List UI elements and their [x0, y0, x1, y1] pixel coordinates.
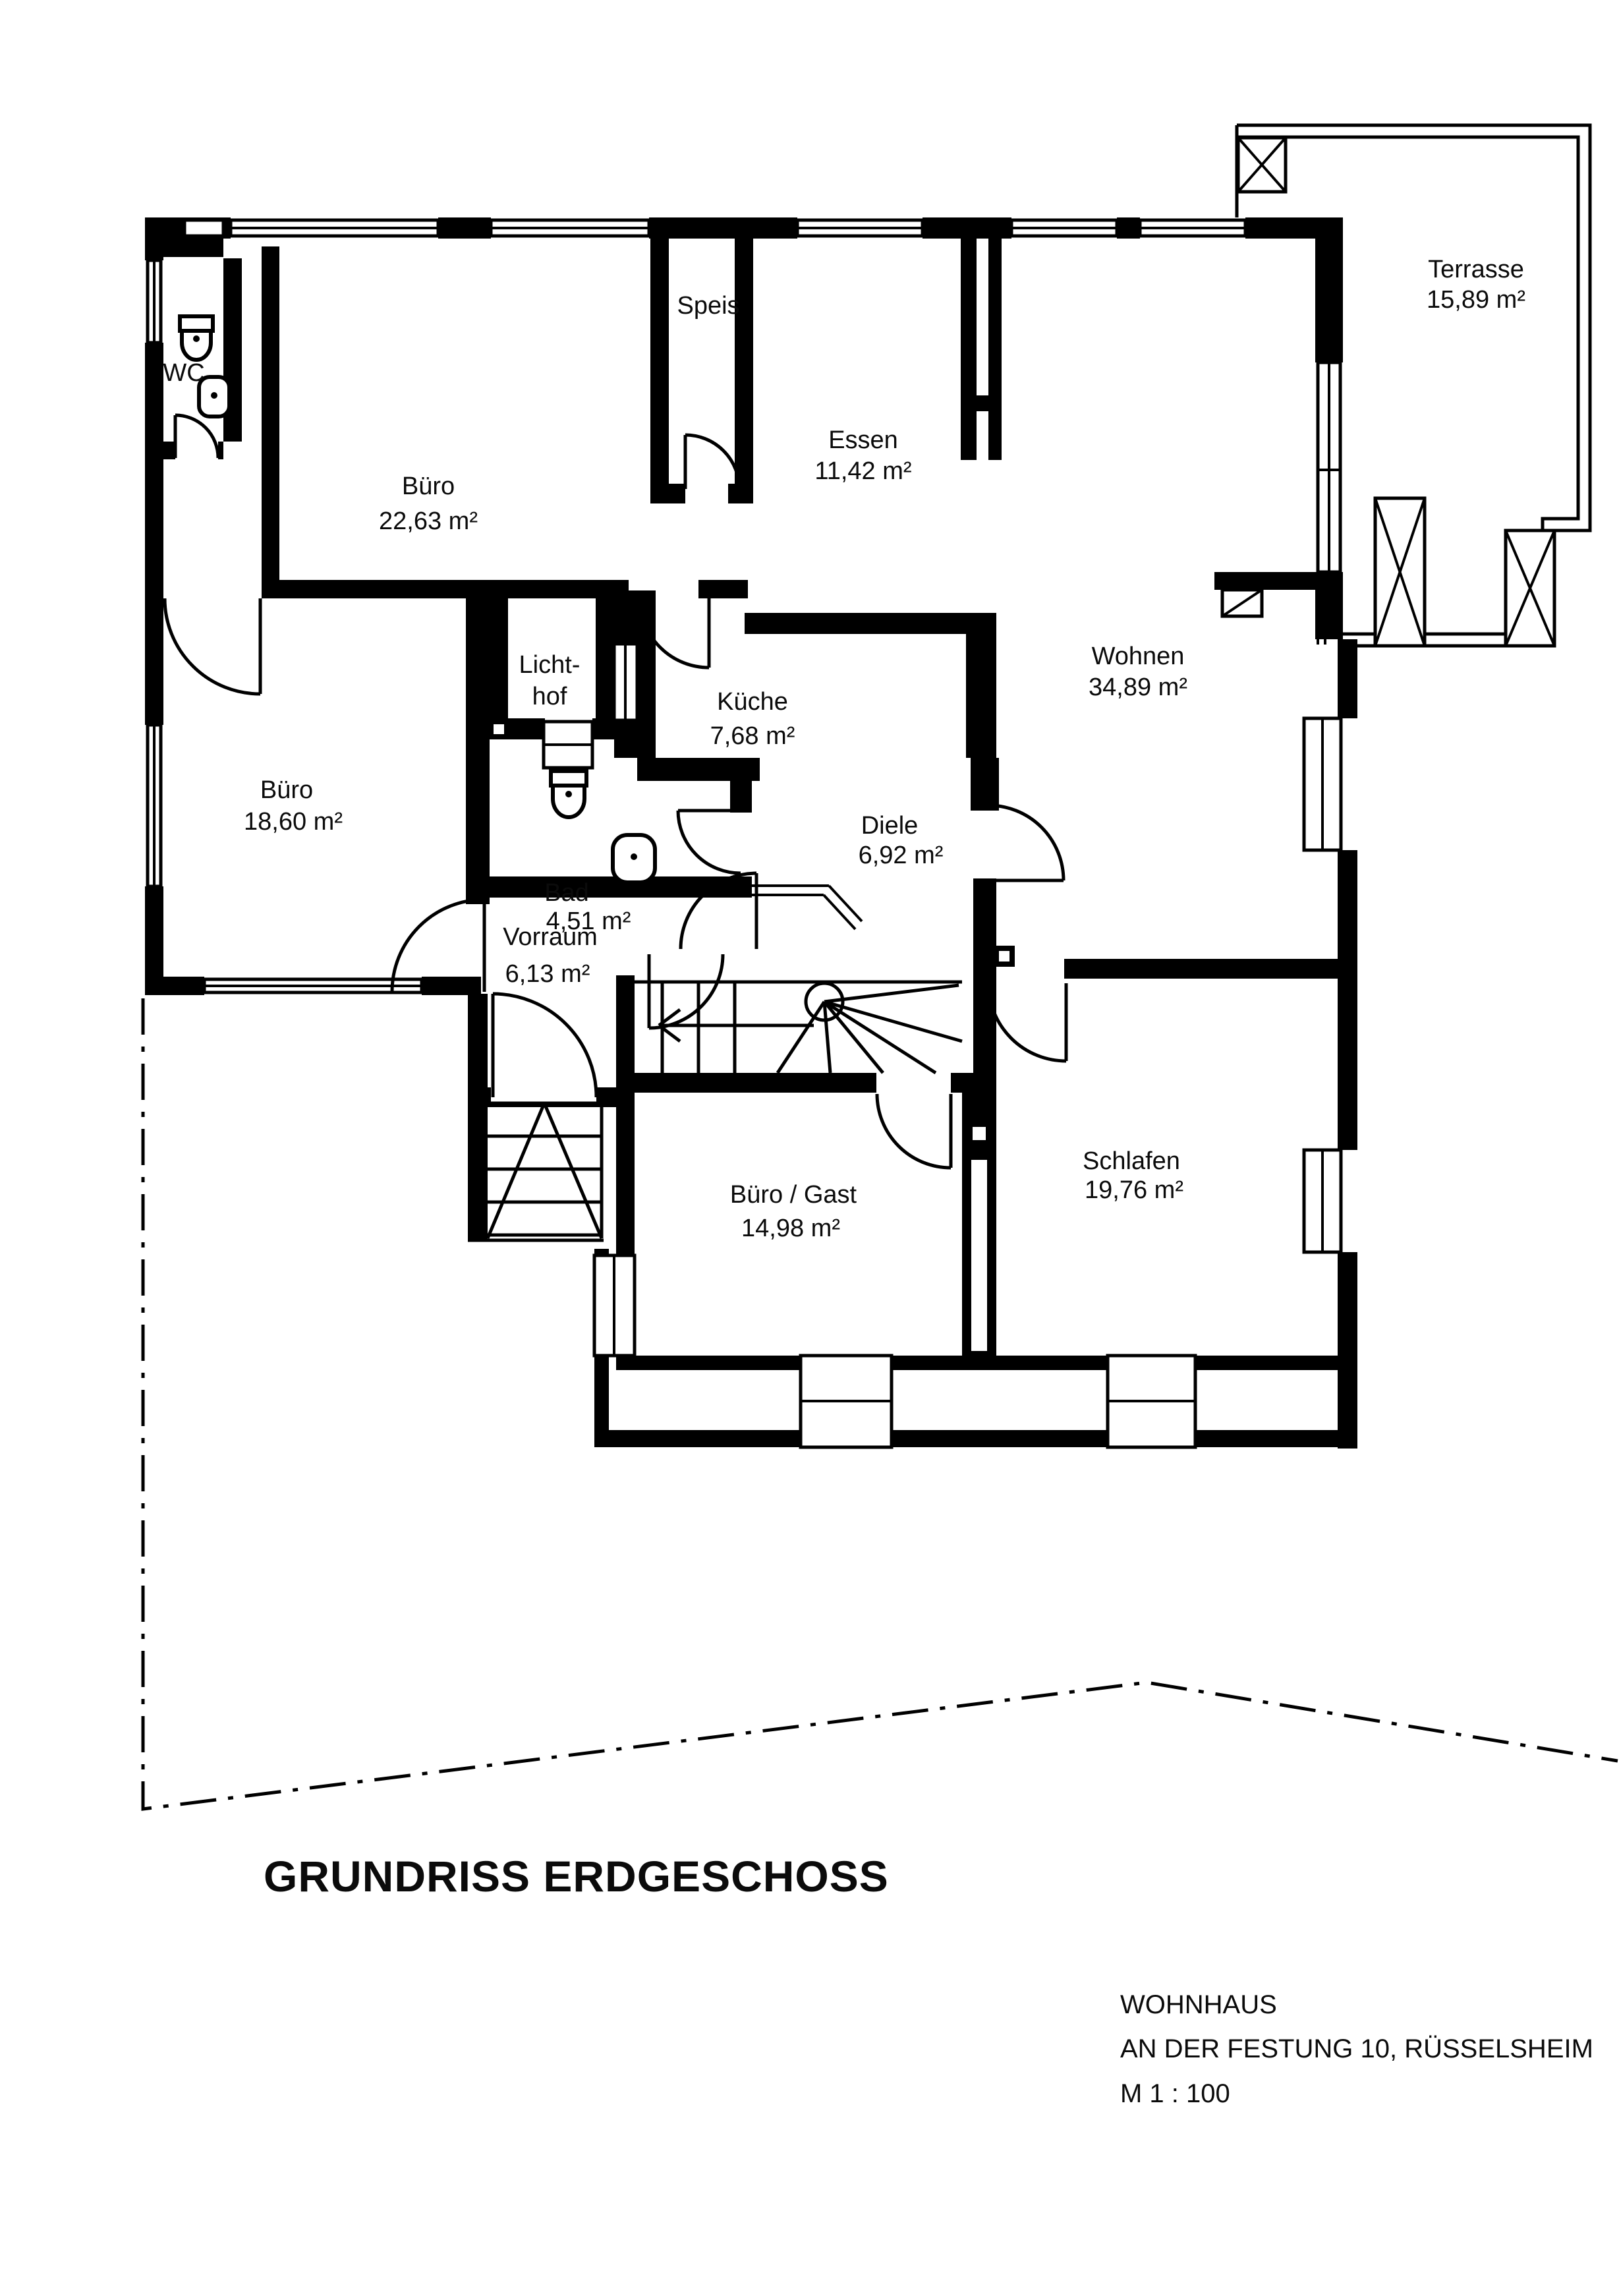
toilet-icon: [180, 316, 213, 360]
room-area-vorraum: 6,13 m²: [505, 960, 590, 988]
sink-icon: [613, 835, 655, 882]
room-label-kueche: Küche: [717, 688, 788, 716]
room-area-essen: 11,42 m²: [814, 457, 912, 485]
room-label-bad: Bad: [544, 879, 589, 907]
entrance-steps: [468, 1103, 604, 1240]
terrace-posts: [1238, 138, 1554, 646]
room-label-schlafen: Schlafen: [1083, 1147, 1180, 1175]
room-label-speis: Speis: [677, 292, 740, 320]
project-name: WOHNHAUS: [1120, 1990, 1277, 2019]
room-label-lichthof-1: Licht-: [519, 651, 581, 679]
toilet-icon: [551, 771, 586, 817]
room-area-terrasse: 15,89 m²: [1427, 286, 1525, 314]
room-label-essen: Essen: [828, 426, 898, 454]
room-label-wohnen: Wohnen: [1091, 643, 1185, 670]
project-info-block: [1120, 1990, 1593, 2108]
room-label-vorraum: Vorraum: [503, 923, 598, 951]
project-address: AN DER FESTUNG 10, RÜSSELSHEIM: [1120, 2034, 1593, 2063]
room-label-buero-gast: Büro / Gast: [729, 1181, 857, 1209]
room-label-buero-top: Büro: [401, 473, 455, 500]
room-area-schlafen: 19,76 m²: [1085, 1176, 1183, 1204]
room-label-wc: WC: [163, 359, 205, 387]
bathroom-fixtures: [551, 771, 655, 882]
room-label-terrasse: Terrasse: [1428, 256, 1524, 283]
room-area-buero-left: 18,60 m²: [244, 808, 343, 836]
room-area-bad: 4,51 m²: [546, 907, 631, 935]
drawing-title: GRUNDRISS ERDGESCHOSS: [264, 1852, 889, 1901]
room-area-kueche: 7,68 m²: [710, 722, 795, 750]
room-area-diele: 6,92 m²: [858, 842, 944, 869]
room-label-lichthof-2: hof: [532, 683, 567, 710]
room-area-wohnen: 34,89 m²: [1089, 674, 1187, 701]
room-area-buero-top: 22,63 m²: [379, 507, 478, 535]
room-label-buero-left: Büro: [260, 776, 314, 804]
winder-staircase: [635, 886, 962, 1073]
room-label-diele: Diele: [861, 812, 919, 840]
project-scale: M 1 : 100: [1120, 2079, 1230, 2108]
room-area-buero-gast: 14,98 m²: [741, 1215, 840, 1242]
